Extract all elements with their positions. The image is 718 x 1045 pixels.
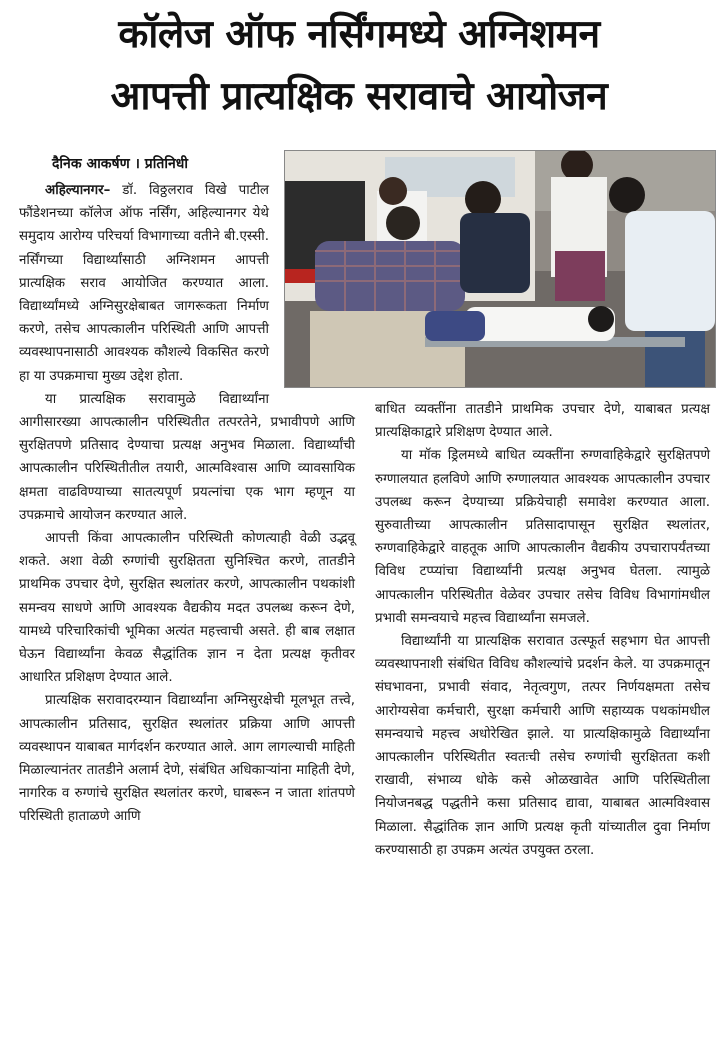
byline: दैनिक आकर्षण । प्रतिनिधी xyxy=(52,156,188,172)
headline xyxy=(0,4,718,128)
article-paragraph-6: या मॉक ड्रिलमध्ये बाधित व्यक्तींना रुग्णवाहिकेद्वारे सुरक्षितपणे रुग्णालयात हलविणे आणि रुग्णालयात आवश्यक आपत्कालीन उपचार उपलब्ध करून देण्याच्या प्रक्रियेचाही समावेश करण्यात आला. सुरुवातीच्या आपत्कालीन प्रतिसादापासून सुरक्षित स्थलांतर, रुग्णवाहिकेद्वारे वाहतूक आणि आपत्कालीन वैद्यकीय उपचारापर्यंतच्या विविध टप्प्यांचा विद्यार्थ्यांनी प्रत्यक्ष अनुभव घेतला. त्यामुळे आपत्कालीन परिस्थितीत वेळेवर उपचार तसेच विविध विभागांमधील प्रभावी समन्वयाचे महत्त्व विद्यार्थ्यांना समजले. xyxy=(375,448,710,626)
article-paragraph-7: विद्यार्थ्यांनी या प्रात्यक्षिक सरावात उत्स्फूर्त सहभाग घेत आपत्ती व्यवस्थापनाशी संबंधित विविध कौशल्यांचे प्रदर्शन केले. या उपक्रमातून संघभावना, प्रभावी संवाद, नेतृत्वगुण, तत्पर निर्णयक्षमता तसेच आरोग्यसेवा कर्मचारी, सुरक्षा कर्मचारी आणि सहाय्यक पथकांमधील समन्वयाचे महत्त्व अधोरेखित झाले. या प्रात्यक्षिकामुळे विद्यार्थ्यांना आपत्कालीन परिस्थितीत स्वतःची तसेच रुग्णांची सुरक्षितता कशी राखावी, संभाव्य धोके कसे ओळखावेत आणि परिस्थितीला नियोजनबद्ध पद्धतीने कसा प्रतिसाद द्यावा, याबाबत आत्मविश्वास मिळाला. सैद्धांतिक ज्ञान आणि प्रत्यक्ष कृती यांच्यातील दुवा निर्माण करण्यासाठी हा उपक्रम अत्यंत उपयुक्त ठरला. xyxy=(375,634,710,858)
photo-wrap-spacer xyxy=(269,179,355,411)
article-paragraph-2: या प्रात्यक्षिक सरावामुळे विद्यार्थ्यांना आगीसारख्या आपत्कालीन परिस्थितीत तत्परतेने, प्रभावीपणे आणि सुरक्षितपणे प्रतिसाद देण्याचा प्रत्यक्ष अनुभव मिळाला. विद्यार्थ्यांची आपत्कालीन परिस्थितीतील तयारी, आत्मविश्वास आणि व्यावसायिक क्षमता वाढविण्याच्या सातत्यपूर्ण प्रयत्नांचा एक भाग म्हणून या उपक्रमाचे आयोजन करण्यात आले. xyxy=(19,391,355,523)
article-column-2 xyxy=(375,398,710,862)
article-column-1 xyxy=(19,179,355,829)
paragraph-1-text: डॉ. विठ्ठलराव विखे पाटील फौंडेशनच्या कॉलेज ऑफ नर्सिंग, अहिल्यानगर येथे समुदाय आरोग्य परिचर्या विभागाच्या वतीने बी.एस्सी. नर्सिंगच्या विद्यार्थ्यांसाठी अग्निशमन आपत्ती प्रात्यक्षिक सराव आयोजित करण्यात आला. विद्यार्थ्यांमध्ये अग्निसुरक्षेबाबत जागरूकता निर्माण करणे, तसेच आपत्कालीन परिस्थिती आणि आपत्ती व्यवस्थापनासाठी आवश्यक कौशल्ये विकसित करणे हा या उपक्रमाचा मुख्य उद्देश होता. xyxy=(19,183,269,384)
headline-line-1: कॉलेज ऑफ नर्सिंगमध्ये अग्निशमन xyxy=(118,12,600,57)
article-paragraph-5: बाधित व्यक्तींना तातडीने प्राथमिक उपचार देणे, याबाबत प्रत्यक्ष प्रात्यक्षिकाद्वारे प्रशिक्षण देण्यात आले. xyxy=(375,402,710,441)
dateline: अहिल्यानगर– xyxy=(45,183,111,198)
article-paragraph-3: आपत्ती किंवा आपत्कालीन परिस्थिती कोणत्याही वेळी उद्भवू शकते. अशा वेळी रुग्णांची सुरक्षितता सुनिश्चित करणे, तातडीने प्राथमिक उपचार देणे, सुरक्षित स्थलांतर करणे, आपत्कालीन पथकांशी समन्वय साधणे आणि आवश्यक वैद्यकीय मदत उपलब्ध करून देणे, यामध्ये परिचारिकांची भूमिका अत्यंत महत्त्वाची असते. ही बाब लक्षात घेऊन विद्यार्थ्यांना केवळ सैद्धांतिक ज्ञान न देता प्रत्यक्ष कृतीवर आधारित प्रशिक्षण देण्यात आले. xyxy=(19,531,355,686)
article-paragraph-4: प्रात्यक्षिक सरावादरम्यान विद्यार्थ्यांना अग्निसुरक्षेची मूलभूत तत्त्वे, आपत्कालीन प्रतिसाद, सुरक्षित स्थलांतर प्रक्रिया आणि आपत्ती व्यवस्थापन याबाबत मार्गदर्शन करण्यात आले. आग लागल्याची माहिती मिळाल्यानंतर तातडीने अलार्म देणे, संबंधित अधिकाऱ्यांना माहिती देणे, नागरिक व रुग्णांचे सुरक्षित स्थलांतर करणे, घाबरून न जाता शांतपणे परिस्थिती हाताळणे आणि xyxy=(19,693,355,825)
headline-line-2: आपत्ती प्रात्यक्षिक सरावाचे आयोजन xyxy=(110,74,608,119)
